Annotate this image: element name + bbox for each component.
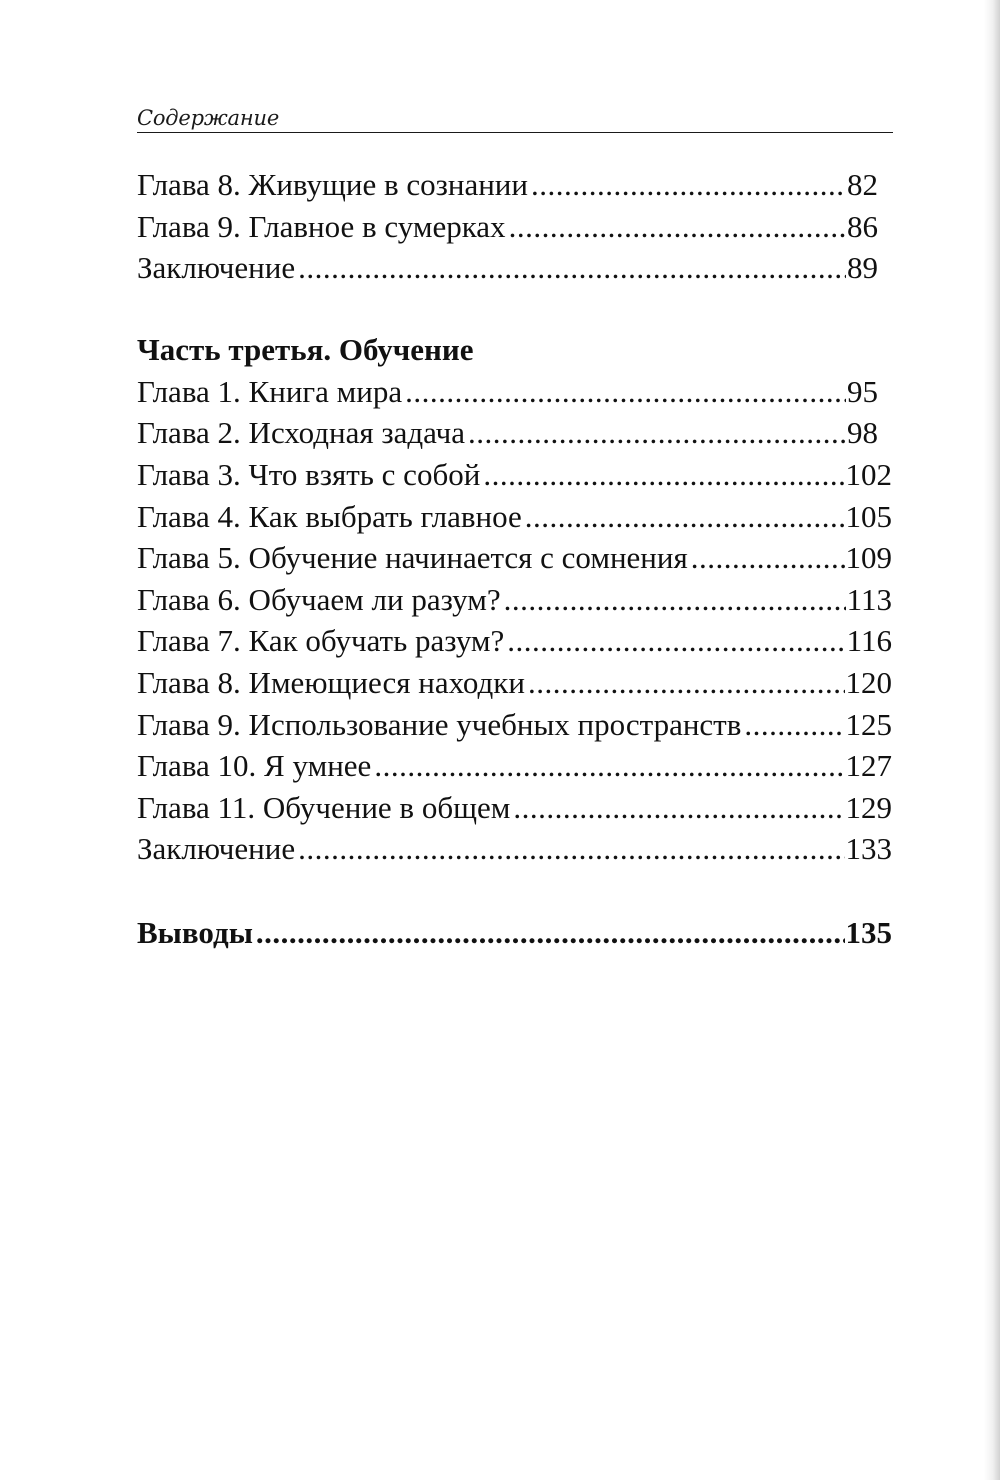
toc-entry-page: 113 (846, 581, 892, 617)
toc-entry-page: 86 (847, 208, 878, 244)
toc-entry (137, 371, 892, 413)
toc-entry-page: 82 (847, 167, 878, 202)
toc-entry-title: Глава 11. Обучение в общем (137, 789, 511, 825)
dot-leader (405, 371, 846, 413)
dot-leader (528, 662, 845, 704)
dot-leader (504, 579, 846, 621)
toc-entry (137, 662, 892, 704)
toc-entry (137, 620, 892, 662)
toc-entry-title: Глава 9. Главное в сумерках (137, 208, 506, 244)
toc-entry-page: 116 (846, 623, 892, 659)
dot-leader (525, 496, 845, 538)
toc-entry-page: 120 (845, 664, 892, 700)
dot-leader (531, 164, 846, 206)
toc-entry-page: 109 (845, 540, 892, 576)
toc-entry-title: Глава 4. Как выбрать главное (137, 498, 522, 534)
toc-entry (137, 412, 892, 454)
toc-entry-title: Заключение (137, 250, 296, 286)
dot-leader (256, 912, 845, 954)
toc-entry-page: 102 (845, 456, 892, 492)
dot-leader (374, 745, 844, 787)
toc-entry-page: 98 (847, 415, 878, 451)
toc-entry (137, 164, 892, 206)
toc-entry-title: Глава 7. Как обучать разум? (137, 623, 505, 659)
toc-entry-title: Заключение (137, 831, 296, 867)
dot-leader (691, 537, 845, 579)
toc-entry (137, 496, 892, 538)
toc-entry-title: Глава 1. Книга мира (137, 373, 403, 409)
toc-entry-page: 133 (845, 831, 892, 867)
table-of-contents (137, 164, 892, 954)
toc-entry-page: 95 (847, 373, 878, 409)
dot-leader (483, 454, 844, 496)
running-head-text: Содержание (137, 106, 280, 130)
dot-leader (507, 620, 845, 662)
toc-entry-page: 135 (845, 914, 892, 950)
dot-leader (744, 704, 844, 746)
toc-entry-title: Глава 3. Что взять с собой (137, 456, 481, 492)
toc-entry-title: Глава 9. Использование учебных пространств (137, 706, 742, 742)
toc-entry-title: Выводы (137, 914, 253, 950)
toc-entry-title: Глава 5. Обучение начинается с сомнения (137, 540, 688, 576)
part-three-heading: Часть третья. Обучение (137, 331, 474, 367)
running-head (137, 104, 893, 133)
toc-entry-page: 129 (845, 789, 892, 825)
toc-entry (137, 579, 892, 621)
toc-entry (137, 247, 892, 289)
toc-entry-title: Глава 6. Обучаем ли разум? (137, 581, 501, 617)
toc-entry (137, 787, 892, 829)
toc-entry (137, 745, 892, 787)
page-edge-shadow (984, 0, 1000, 1480)
dot-leader (298, 828, 844, 870)
dot-leader (298, 247, 846, 289)
toc-entry-page: 125 (845, 706, 892, 742)
toc-entry (137, 704, 892, 746)
toc-entry-title: Глава 8. Имеющиеся находки (137, 664, 525, 700)
toc-entry (137, 206, 892, 248)
toc-entry-page: 89 (847, 250, 878, 286)
toc-entry-page: 105 (845, 498, 892, 534)
toc-entry-title: Глава 2. Исходная задача (137, 415, 465, 451)
toc-entry (137, 454, 892, 496)
toc-entry-title: Глава 8. Живущие в сознании (137, 167, 528, 202)
toc-entry-title: Глава 10. Я умнее (137, 748, 372, 784)
toc-entry-conclusions (137, 912, 892, 954)
toc-entry-page: 127 (845, 748, 892, 784)
toc-entry (137, 828, 892, 870)
dot-leader (513, 787, 844, 829)
dot-leader (468, 412, 846, 454)
toc-entry (137, 537, 892, 579)
dot-leader (509, 206, 846, 248)
section-spacer (137, 870, 892, 912)
